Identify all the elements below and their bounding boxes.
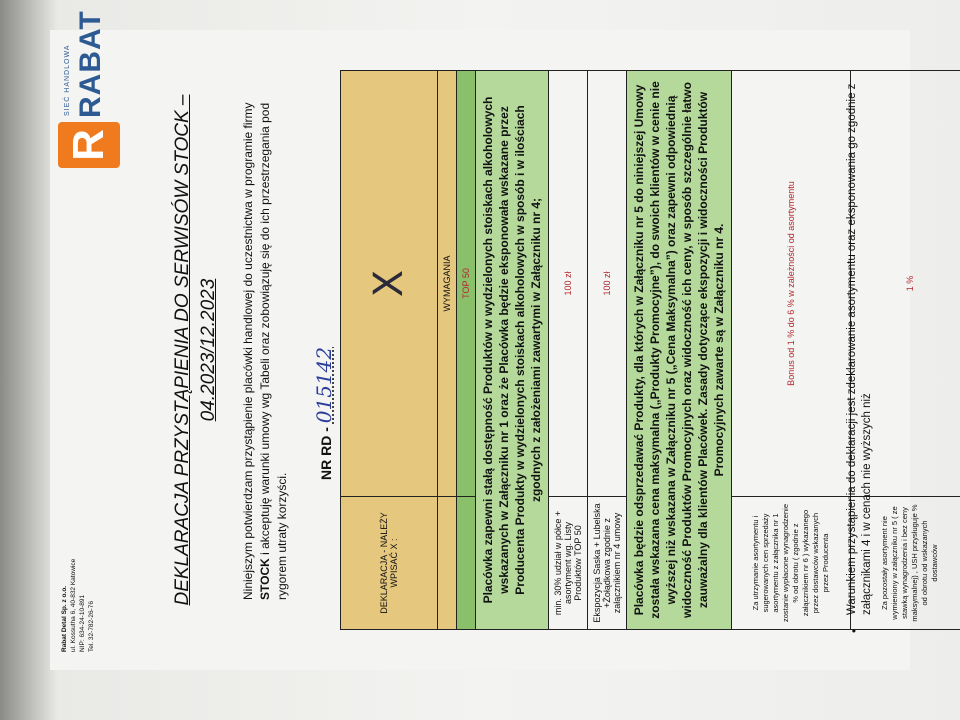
requirement-2: Placówka będzie odsprzedawać Produkty, dla których w Załączniku nr 5 do niniejszej Umowy została wskazana cena maksymalna („Produkty Promocyjne”), do swoich klientów w cenie nie wyższej niż wskazana w Załączniku nr 5 („Cena Maksymalna”) oraz zapewni odpowiednią widoczność Produktów Promocyjnych oraz widoczność ich ceny, w sposób szczególnie łatwo zauważalny dla klientów Placówek. Zasady dotyczące ekspozycji i widoczności Produktów Promocyjnych zawarte są w Załączniku nr 4.	[627, 71, 732, 630]
row3-value: Bonus od 1 % do 6 % w zależności od asortymentu	[732, 71, 851, 497]
top50-header: TOP 50	[457, 71, 476, 497]
wymagania-header: WYMAGANIA	[438, 71, 457, 497]
row1-value: 100 zł	[549, 71, 588, 497]
footer-note: • Warunkiem przystąpienia do deklaracji jest zdeklarowanie asortymentu oraz eksponowania go zgodnie z załącznikami 4 i w cenach nie wyższych niż	[846, 83, 873, 633]
row3-label: Za utrzymanie asortymentu i sugerowanych cen sprzedaży asortymentu z załącznika nr 1 zostanie wypłacone wynagrodzenie % od obrotu ( zgodnie z załącznikiem nr 6 ) wykazanego przez dostawców wskazanych przez Producenta	[732, 497, 851, 630]
nr-rd-value: 015142	[312, 346, 336, 424]
rabat-logo: SIEĆ HANDLOWA R RABAT	[58, 38, 126, 168]
company-tel: Tel. 32-782-26-76	[88, 601, 95, 652]
document-title: DEKLARACJA PRZYSTĄPIENIA DO SERWISÓW STOCK – 04.2023/12.2023	[172, 94, 219, 606]
company-name: Rabat Detal Sp. z o.o.	[61, 585, 68, 652]
intro-paragraph: Niniejszym potwierdzam przystąpienie placówki handlowej do uczestnictwa w programie firmy STOCK i akceptuję warunki umowy wg Tabeli oraz zobowiązuję się do ich przestrzegania pod rygorem utraty korzyści.	[241, 102, 289, 600]
company-address: ul. Kossutha 6, 40-832 Katowice	[70, 558, 77, 652]
requirement-1: Placówka zapewni stałą dostępność Produktów w wydzielonych stoiskach alkoholowych wskazanych w Załączniku nr 1 oraz że Placówka będzie eksponowała wskazane przez Producenta Produkty w wydzielonych stoiskach alkoholowych w sposób i w ilościach zgodnych z założeniami zawartymi w Załączniku nr 4;	[476, 71, 549, 630]
company-nip: NIP: 634-24-10-891	[79, 594, 86, 652]
bullet-icon: •	[847, 628, 861, 633]
company-info	[60, 559, 96, 652]
declaration-document	[50, 10, 939, 670]
row4-label: Za pozostały asortyment nie wymieniony w załączniku nr 5 ( ze stawką wynagrodzenia i bez ceny maksymalnej) , USH przysługuje % od obrotu od wskazanych dostawców	[851, 497, 960, 630]
logo-letter: R	[58, 122, 120, 168]
nr-rd: NR RD - 015142	[312, 346, 336, 480]
row2-label: Ekspozycja Saska + Lubelska +Żołądkowa zgodnie z załącznikiem nr 4 umowy	[588, 497, 627, 630]
declaration-x-mark[interactable]: X	[341, 71, 438, 497]
row2-value: 100 zł	[588, 71, 627, 497]
row4-value: 1 %	[851, 71, 960, 497]
declaration-label-cell: DEKLARACJA - NALEŻY WPISAĆ X :	[341, 497, 438, 630]
row1-label: min. 30% udział w półce + asortyment wg. Listy Produktów TOP 50	[549, 497, 588, 630]
logo-word: RABAT	[74, 10, 107, 118]
